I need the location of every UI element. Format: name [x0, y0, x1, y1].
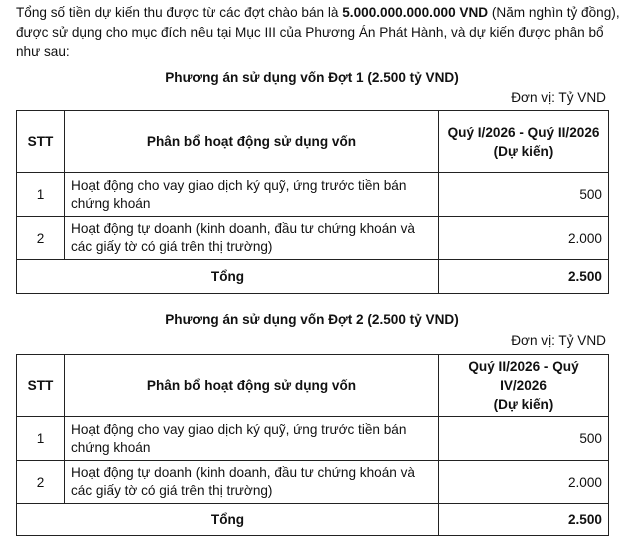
total-value: 2.500 [439, 504, 609, 536]
total-value: 2.500 [439, 260, 609, 294]
row-value: 2.000 [439, 461, 609, 504]
table-row [17, 217, 609, 260]
header-period [439, 355, 609, 417]
header-stt: STT [17, 355, 65, 417]
header-period-range: Quý I/2026 - Quý II/2026 [447, 124, 600, 140]
total-label: Tổng [17, 504, 439, 536]
table-total-row [17, 260, 609, 294]
header-stt: STT [17, 111, 65, 173]
header-activity: Phân bổ hoạt động sử dụng vốn [65, 355, 439, 417]
intro-text-end: (Năm nghìn tỷ đồng), được sử dụng cho mục đích nêu tại Mục III của Phương Án Phát Hành, và dự kiến được phân bổ như sau: [16, 5, 620, 59]
row-stt: 1 [17, 417, 65, 461]
header-period [439, 111, 609, 173]
table-total-row [17, 504, 609, 536]
plan-2-title: Phương án sử dụng vốn Đợt 2 (2.500 tỷ VND) [165, 312, 459, 327]
header-period-note: (Dự kiến) [493, 397, 554, 412]
header-activity: Phân bổ hoạt động sử dụng vốn [65, 111, 439, 173]
header-period-range: Quý II/2026 - Quý IV/2026 [468, 359, 579, 393]
total-label: Tổng [17, 260, 439, 294]
table-row [17, 173, 609, 217]
row-value: 2.000 [439, 217, 609, 260]
intro-paragraph [16, 3, 620, 62]
row-stt: 1 [17, 173, 65, 217]
intro-amount: 5.000.000.000.000 VND [342, 5, 489, 20]
row-stt: 2 [17, 217, 65, 260]
row-activity: Hoạt động cho vay giao dịch ký quỹ, ứng trước tiền bán chứng khoán [65, 417, 439, 461]
row-activity: Hoạt động cho vay giao dịch ký quỹ, ứng trước tiền bán chứng khoán [65, 173, 439, 217]
row-value: 500 [439, 173, 609, 217]
row-activity: Hoạt động tự doanh (kinh doanh, đầu tư chứng khoán và các giấy tờ có giá trên thị trường) [65, 217, 439, 260]
table-row [17, 461, 609, 504]
plan-2-table [16, 354, 609, 536]
row-value: 500 [439, 417, 609, 461]
intro-text-start: Tổng số tiền dự kiến thu được từ các đợt chào bán là [16, 5, 343, 20]
header-period-note: (Dự kiến) [493, 143, 554, 159]
table-row [17, 417, 609, 461]
plan-2-unit: Đơn vị: Tỷ VND [511, 333, 606, 348]
plan-1-unit: Đơn vị: Tỷ VND [511, 90, 606, 105]
plan-1-table [16, 110, 609, 294]
table-header-row [17, 355, 609, 417]
row-stt: 2 [17, 461, 65, 504]
row-activity: Hoạt động tự doanh (kinh doanh, đầu tư chứng khoán và các giấy tờ có giá trên thị trường) [65, 461, 439, 504]
table-header-row [17, 111, 609, 173]
plan-1-title: Phương án sử dụng vốn Đợt 1 (2.500 tỷ VND) [165, 70, 459, 85]
